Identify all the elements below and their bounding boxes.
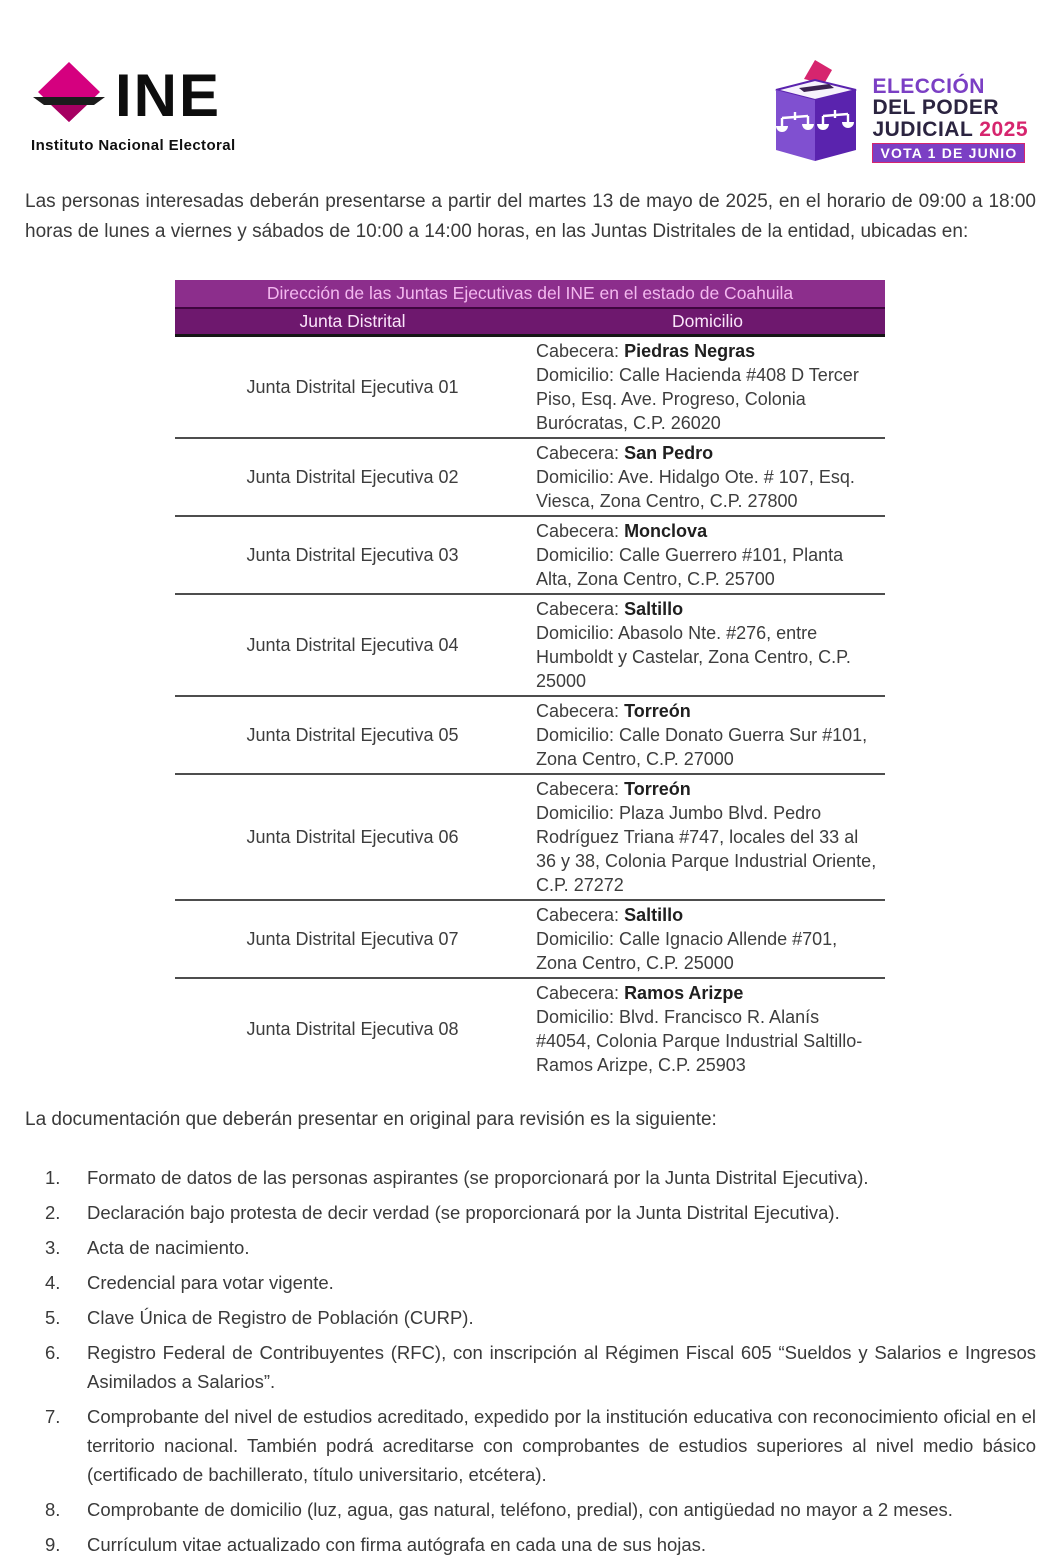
requirement-text: Comprobante del nivel de estudios acreditado, expedido por la institución educativa con reconocimiento oficial en el territorio nacional. También podrá acreditarse con comprobantes de estudios superiores al nivel medio básico (certificado de bachillerato, título universitario, etcétera). [87, 1406, 1036, 1486]
requirement-item [45, 1530, 1036, 1559]
cabecera-label: Cabecera: [536, 904, 620, 925]
requirement-text: Acta de nacimiento. [87, 1236, 250, 1258]
cabecera-city: Torreón [624, 700, 691, 721]
requirements-list [25, 1163, 1036, 1559]
requirement-number: 7. [45, 1406, 61, 1427]
cabecera-label: Cabecera: [536, 700, 620, 721]
domicilio-text: Domicilio: Calle Hacienda #408 D Tercer Piso, Esq. Ave. Progreso, Colonia Burócratas, C.P. 26020 [536, 364, 859, 433]
cabecera-city: Monclova [624, 520, 708, 541]
junta-cell: Junta Distrital Ejecutiva 07 [246, 928, 459, 949]
junta-cell: Junta Distrital Ejecutiva 03 [246, 544, 459, 565]
domicilio-cell [530, 900, 885, 978]
requirement-number: 8. [45, 1499, 61, 1521]
requirement-item [45, 1233, 1036, 1262]
junta-cell: Junta Distrital Ejecutiva 06 [246, 826, 459, 847]
table-row [175, 438, 885, 516]
requirement-number: 6. [45, 1341, 61, 1363]
domicilio-text: Domicilio: Blvd. Francisco R. Alanís #4054, Colonia Parque Industrial Saltillo-Ramos Arizpe, C.P. 25903 [536, 1006, 863, 1075]
junta-cell: Junta Distrital Ejecutiva 04 [246, 634, 459, 655]
cabecera-city: Torreón [624, 778, 691, 799]
domicilio-text: Domicilio: Calle Ignacio Allende #701, Zona Centro, C.P. 25000 [536, 928, 838, 973]
column-header-domicilio: Domicilio [530, 308, 885, 336]
domicilio-cell [530, 438, 885, 516]
table-row [175, 900, 885, 978]
cabecera-label: Cabecera: [536, 442, 620, 463]
domicilio-cell [530, 774, 885, 900]
election-judicial-logo [768, 60, 1028, 169]
requirement-text: Registro Federal de Contribuyentes (RFC), con inscripción al Régimen Fiscal 605 “Sueldos y Salarios e Ingresos Asimilados a Salarios”. [87, 1341, 1036, 1392]
domicilio-cell [530, 978, 885, 1079]
domicilio-cell [530, 335, 885, 438]
requirement-number: 9. [45, 1534, 61, 1556]
election-title-line2: DEL PODER [872, 96, 1000, 120]
column-header-junta-distrital: Junta Distrital [175, 308, 530, 336]
requirement-text: Comprobante de domicilio (luz, agua, gas natural, teléfono, predial), con antigüedad no mayor a 2 meses. [87, 1499, 953, 1521]
junta-cell: Junta Distrital Ejecutiva 02 [246, 466, 459, 487]
cabecera-label: Cabecera: [536, 982, 620, 1003]
page-header [25, 0, 1036, 169]
junta-cell: Junta Distrital Ejecutiva 08 [246, 1018, 459, 1039]
ine-logo [31, 60, 236, 154]
requirement-number: 2. [45, 1201, 61, 1223]
election-title-line3: JUDICIAL 2025 [872, 117, 1028, 141]
domicilio-text: Domicilio: Plaza Jumbo Blvd. Pedro Rodríguez Triana #747, locales del 33 al 36 y 38, Colonia Parque Industrial Oriente, C.P. 27272 [536, 802, 877, 895]
requirement-item [45, 1163, 1036, 1192]
cabecera-city: San Pedro [624, 442, 714, 463]
election-year: 2025 [979, 117, 1028, 141]
requirement-number: 1. [45, 1166, 61, 1188]
domicilio-text: Domicilio: Abasolo Nte. #276, entre Humboldt y Castelar, Zona Centro, C.P. 25000 [536, 622, 851, 691]
requirement-number: 5. [45, 1306, 61, 1328]
vota-badge: VOTA 1 DE JUNIO [872, 143, 1025, 163]
ballot-box-scales-icon [768, 60, 864, 169]
requirement-text: Declaración bajo protesta de decir verdad (se proporcionará por la Junta Distrital Ejecutiva). [87, 1201, 840, 1223]
ine-ballot-diamond-icon [31, 60, 107, 131]
cabecera-label: Cabecera: [536, 778, 620, 799]
requirement-item [45, 1268, 1036, 1297]
requirement-item [45, 1402, 1036, 1489]
table-row [175, 594, 885, 696]
table-row [175, 978, 885, 1079]
juntas-table [175, 280, 885, 1079]
table-row [175, 774, 885, 900]
requirement-item [45, 1495, 1036, 1524]
cabecera-city: Piedras Negras [624, 340, 756, 361]
requirement-item [45, 1303, 1036, 1332]
domicilio-text: Domicilio: Calle Guerrero #101, Planta Alta, Zona Centro, C.P. 25700 [536, 544, 844, 589]
domicilio-text: Domicilio: Calle Donato Guerra Sur #101, Zona Centro, C.P. 27000 [536, 724, 868, 769]
requirement-item [45, 1338, 1036, 1396]
domicilio-cell [530, 594, 885, 696]
cabecera-city: Saltillo [624, 904, 684, 925]
junta-cell: Junta Distrital Ejecutiva 05 [246, 724, 459, 745]
table-row [175, 696, 885, 774]
documentation-intro: La documentación que deberán presentar en original para revisión es la siguiente: [25, 1108, 717, 1130]
requirement-number: 3. [45, 1236, 61, 1258]
table-title: Dirección de las Juntas Ejecutivas del INE en el estado de Coahuila [175, 280, 885, 308]
table-row [175, 335, 885, 438]
requirement-text: Formato de datos de las personas aspirantes (se proporcionará por la Junta Distrital Ejecutiva). [87, 1166, 869, 1188]
domicilio-cell [530, 516, 885, 594]
cabecera-label: Cabecera: [536, 340, 620, 361]
cabecera-label: Cabecera: [536, 520, 620, 541]
requirement-text: Currículum vitae actualizado con firma autógrafa en cada una de sus hojas. [87, 1534, 707, 1556]
requirement-text: Credencial para votar vigente. [87, 1271, 334, 1293]
cabecera-city: Saltillo [624, 598, 684, 619]
cabecera-label: Cabecera: [536, 598, 620, 619]
ine-subtitle: Instituto Nacional Electoral [31, 137, 236, 154]
domicilio-cell [530, 696, 885, 774]
cabecera-city: Ramos Arizpe [624, 982, 744, 1003]
requirement-item [45, 1198, 1036, 1227]
election-title-line1: ELECCIÓN [872, 75, 985, 98]
requirement-number: 4. [45, 1271, 61, 1293]
intro-paragraph: Las personas interesadas deberán presentarse a partir del martes 13 de mayo de 2025, en el horario de 09:00 a 18:00 horas de lunes a viernes y sábados de 10:00 a 14:00 horas, en las Juntas Distritales de la entidad, ubicadas en: [25, 191, 1036, 243]
domicilio-text: Domicilio: Ave. Hidalgo Ote. # 107, Esq. Viesca, Zona Centro, C.P. 27800 [536, 466, 855, 511]
junta-cell: Junta Distrital Ejecutiva 01 [246, 376, 459, 397]
requirement-text: Clave Única de Registro de Población (CURP). [87, 1306, 474, 1328]
table-row [175, 516, 885, 594]
ine-acronym: INE [115, 62, 222, 129]
